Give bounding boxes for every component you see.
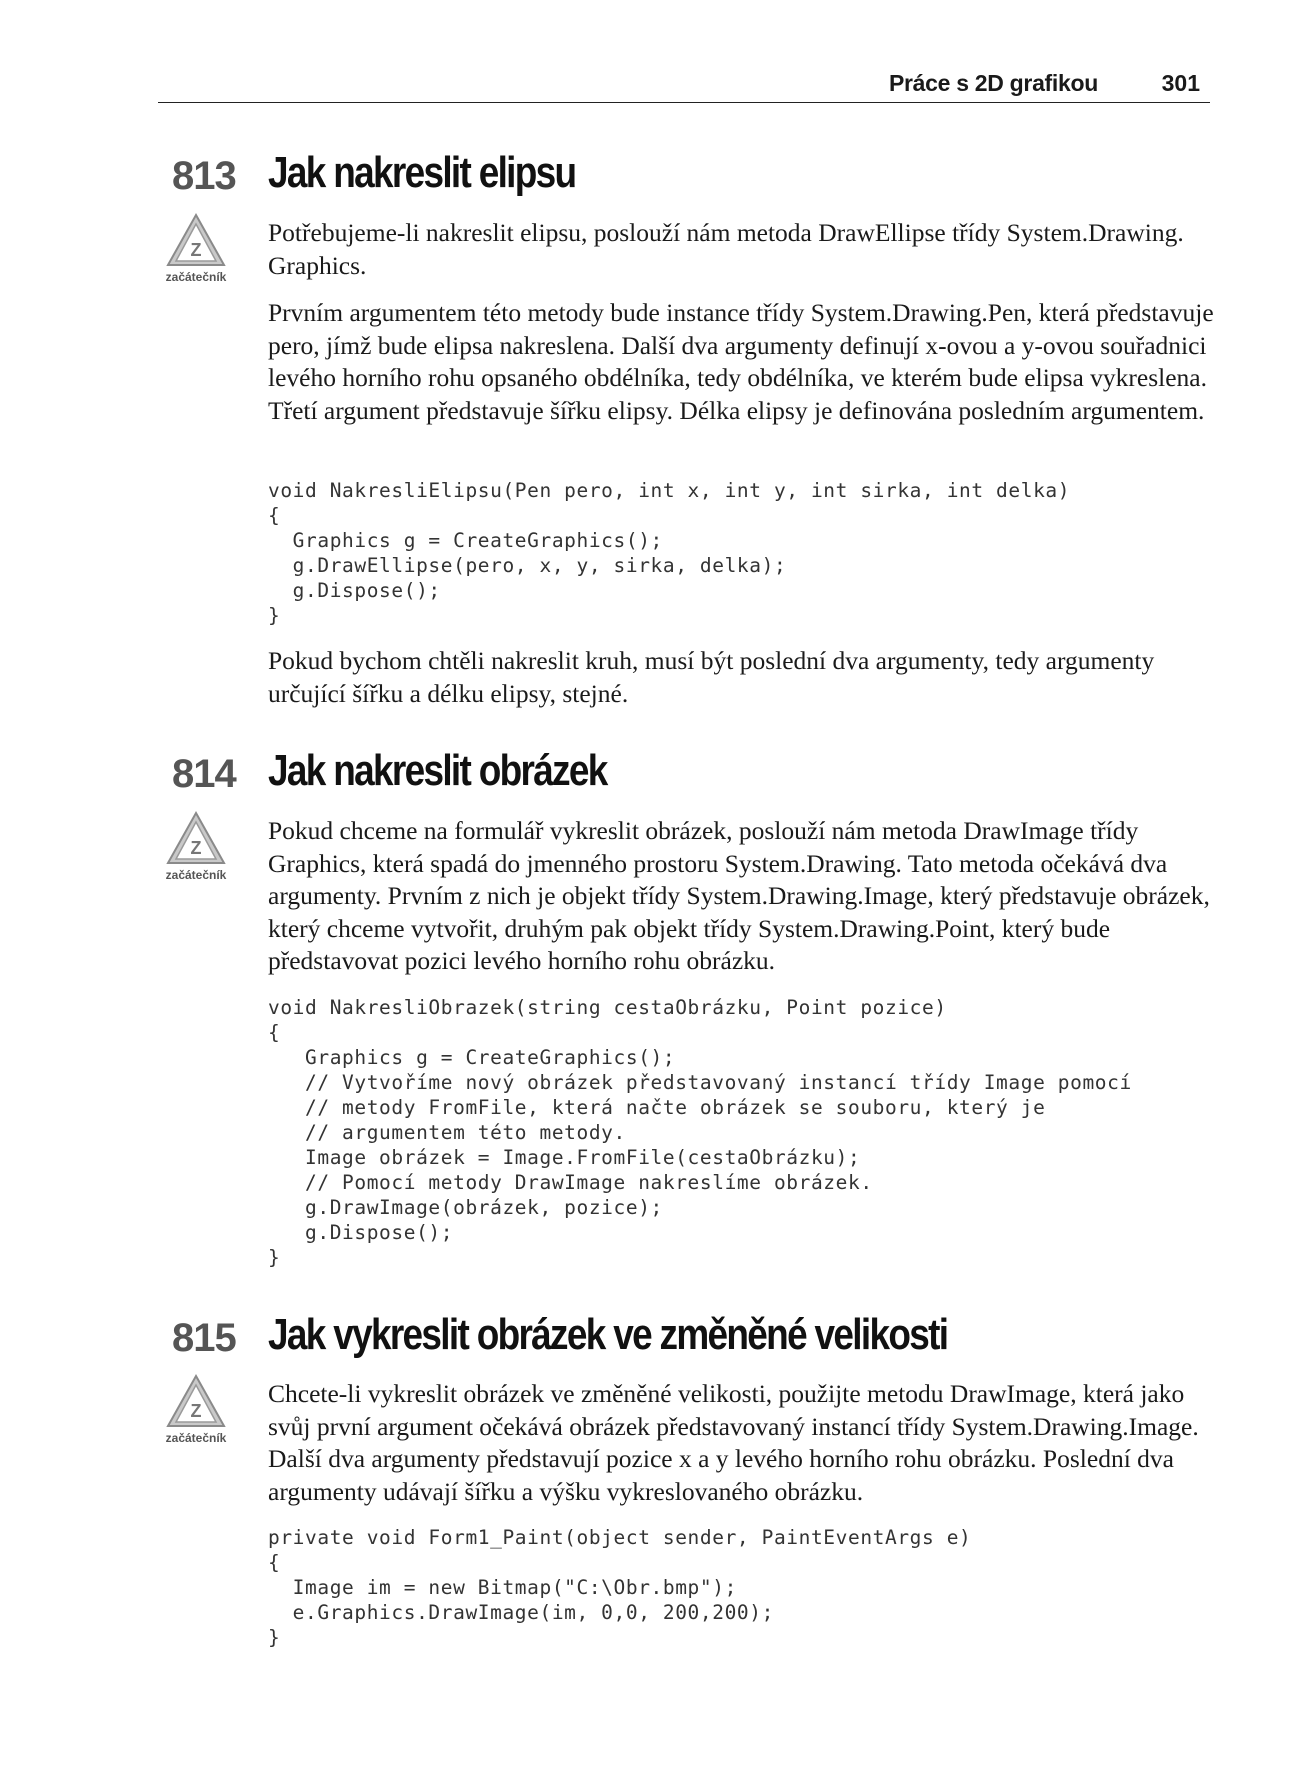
paragraph: Chcete-li vykreslit obrázek ve změněné velikosti, použijte metodu DrawImage, která jako svůj první argument očekává obrázek představovaný instancí třídy System.Drawing.Image. Další dva argumenty představují pozice x a y levého horního rohu obrázku. Poslední dva argumenty udávají šířku a výšku vykreslovaného obrázku. xyxy=(268,1379,1199,1506)
warning-triangle-icon xyxy=(165,810,227,866)
section-title: Jak nakreslit elipsu xyxy=(268,148,576,197)
running-head xyxy=(158,66,1210,103)
beginner-badge xyxy=(160,212,232,284)
badge-label: začátečník xyxy=(165,1431,227,1445)
code-block: void NakresliObrazek(string cestaObrázku, Point pozice) { Graphics g = CreateGraphics(); // Vytvoříme nový obrázek představovaný instancí třídy Image pomocí // metody FromFile, která načte obrázek se souboru, který je // argumentem této metody. Image obrázek = Image.FromFile(cestaObrázku); // Pomocí metody DrawImage nakreslíme obrázek. g.DrawImage(obrázek, pozice); g.Dispose(); } xyxy=(268,996,1132,1269)
paragraph: Pokud bychom chtěli nakreslit kruh, musí být poslední dva argumenty, tedy argumenty určující šířku a délku elipsy, stejné. xyxy=(268,646,1155,708)
page-number: 301 xyxy=(1161,70,1200,96)
paragraph: Pokud chceme na formulář vykreslit obrázek, poslouží nám metoda DrawImage třídy Graphics, která spadá do jmenného prostoru System.Drawing. Tato metoda očekává dva argumenty. Prvním z nich je objekt třídy System.Drawing.Image, který představuje obrázek, který chceme vytvořit, druhým pak objekt třídy System.Drawing.Point, který bude představovat pozici levého horního rohu obrázku. xyxy=(268,816,1210,975)
section-number: 813 xyxy=(172,154,236,198)
beginner-badge xyxy=(160,810,232,882)
beginner-badge xyxy=(160,1373,232,1445)
code-block: private void Form1_Paint(object sender, PaintEventArgs e) { Image im = new Bitmap("C:\Obr.bmp"); e.Graphics.DrawImage(im, 0,0, 200,200); } xyxy=(268,1526,972,1649)
warning-triangle-icon xyxy=(165,1373,227,1429)
svg-text:Z: Z xyxy=(190,838,202,858)
svg-text:Z: Z xyxy=(190,1401,202,1421)
svg-text:Z: Z xyxy=(190,240,202,260)
section-title: Jak vykreslit obrázek ve změněné velikosti xyxy=(268,1310,948,1359)
badge-label: začátečník xyxy=(165,868,227,882)
paragraph: Potřebujeme-li nakreslit elipsu, poslouží nám metoda DrawEllipse třídy System.Drawing. Graphics. xyxy=(268,218,1184,280)
code-block: void NakresliElipsu(Pen pero, int x, int y, int sirka, int delka) { Graphics g = CreateGraphics(); g.DrawEllipse(pero, x, y, sirka, delka); g.Dispose(); } xyxy=(268,479,1071,627)
badge-label: začátečník xyxy=(165,270,227,284)
section-number: 815 xyxy=(172,1316,236,1360)
section-title: Jak nakreslit obrázek xyxy=(268,746,607,795)
paragraph: Prvním argumentem této metody bude instance třídy System.Drawing.Pen, která představuje pero, jímž bude elipsa nakreslena. Další dva argumenty definují x-ovou a y-ovou souřadnici levého horního rohu opsaného obdélníka, tedy obdélníka, ve kterém bude elipsa vykreslena. Třetí argument představuje šířku elipsy. Délka elipsy je definována posledním argumentem. xyxy=(268,298,1214,425)
section-number: 814 xyxy=(172,752,236,796)
running-head-section-title: Práce s 2D grafikou xyxy=(888,70,1098,96)
warning-triangle-icon xyxy=(165,212,227,268)
